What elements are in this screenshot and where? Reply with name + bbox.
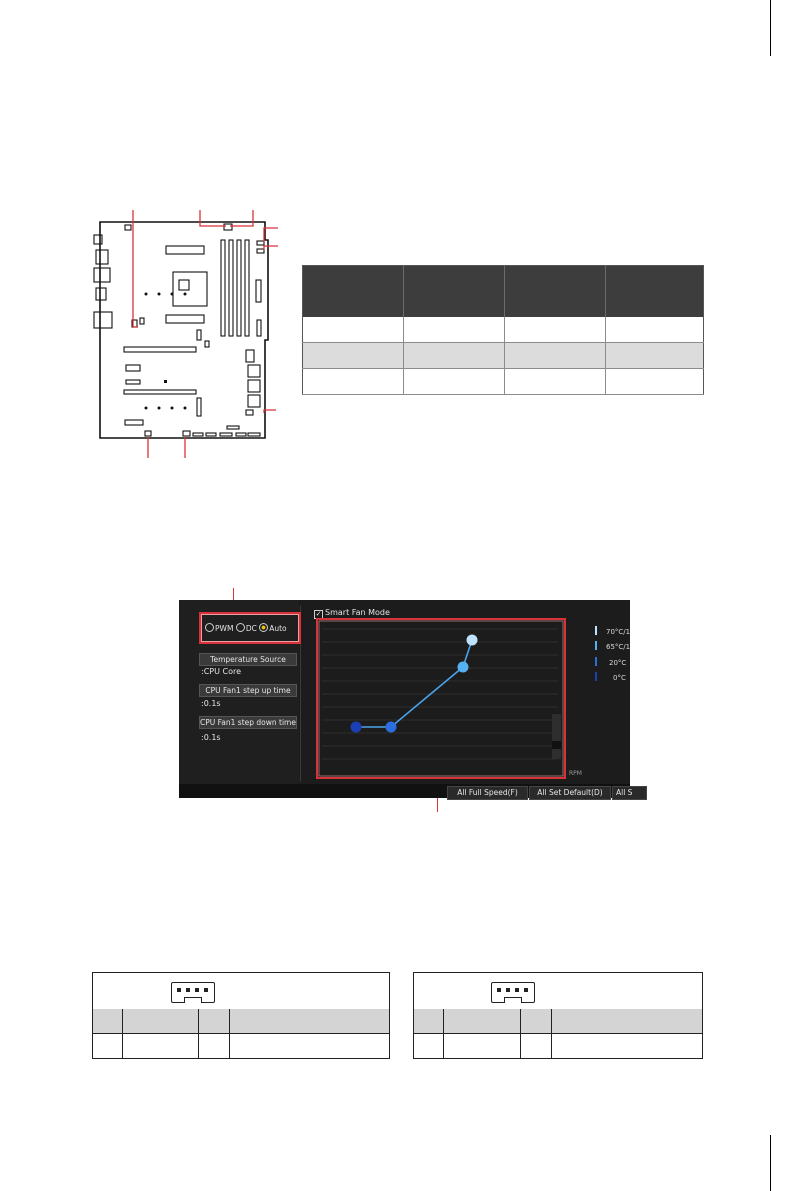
dc-radio[interactable] [236,623,245,632]
table-cell [404,369,505,395]
motherboard-diagram [80,200,300,462]
legend-swatch [595,657,597,666]
bios-fan-screenshot [179,600,633,798]
smart-fan-checkbox[interactable]: ✓ [315,610,322,618]
table-cell [303,343,404,369]
table-cell [505,317,606,343]
crop-mark [770,1135,771,1191]
all-full-speed-button[interactable]: All Full Speed(F) [447,786,528,800]
table-cell [303,369,404,395]
pinout-header-row [414,1009,702,1034]
table-header-cell [505,266,606,318]
table-row [303,343,704,369]
table-cell [505,343,606,369]
pinout-data-row [414,1034,702,1058]
pinout-table-left [92,972,390,1059]
table-cell [606,343,704,369]
spec-table [302,265,704,395]
legend-label: 65°C/1 [606,643,631,651]
step-down-time-button[interactable]: CPU Fan1 step down time [200,718,296,727]
legend-label: 20°C [609,659,627,667]
step-up-time-value: :0.1s [201,699,221,708]
table-cell [303,317,404,343]
pinout-header [93,973,389,1010]
table-cell [404,317,505,343]
fan-connector-icon [491,982,535,1003]
table-header-row [303,266,704,318]
table-row [303,317,704,343]
legend-item [595,626,630,636]
rpm-axis-label: RPM [569,770,582,777]
legend-swatch [595,641,597,650]
fan-mode-selector[interactable] [199,612,301,644]
pinout-data-row [93,1034,389,1058]
temperature-source-value: :CPU Core [201,667,242,676]
table-cell [606,369,704,395]
all-set-cancel-button[interactable]: All S [612,786,647,800]
table-header-cell [606,266,704,318]
pinout-header [414,973,702,1010]
smart-fan-mode-label: Smart Fan Mode [325,608,390,617]
fan-curve-graph[interactable] [314,617,569,781]
auto-radio[interactable] [259,623,268,632]
legend-item [595,657,626,667]
pwm-radio[interactable] [205,623,214,632]
auto-label: Auto [269,624,287,633]
temperature-source-button[interactable]: Temperature Source [199,653,297,666]
table-header-cell [303,266,404,318]
crop-mark [770,0,771,56]
legend-item [595,641,630,651]
legend-label: 0°C [613,674,626,682]
all-set-default-button[interactable]: All Set Default(D) [529,786,611,800]
pinout-header-row [93,1009,389,1034]
table-row [303,369,704,395]
legend-item [595,672,626,682]
pinout-table-right [413,972,703,1059]
step-down-time-value: :0.1s [201,733,221,742]
dc-label: DC [245,624,257,633]
legend-label: 70°C/1 [606,628,631,636]
legend-swatch [595,626,597,635]
table-header-cell [404,266,505,318]
table-cell [505,369,606,395]
fan-connector-icon [171,982,215,1003]
step-up-time-button[interactable]: CPU Fan1 step up time [199,684,297,697]
legend-swatch [595,672,597,681]
pwm-label: PWM [215,624,234,633]
table-cell [404,343,505,369]
table-cell [606,317,704,343]
